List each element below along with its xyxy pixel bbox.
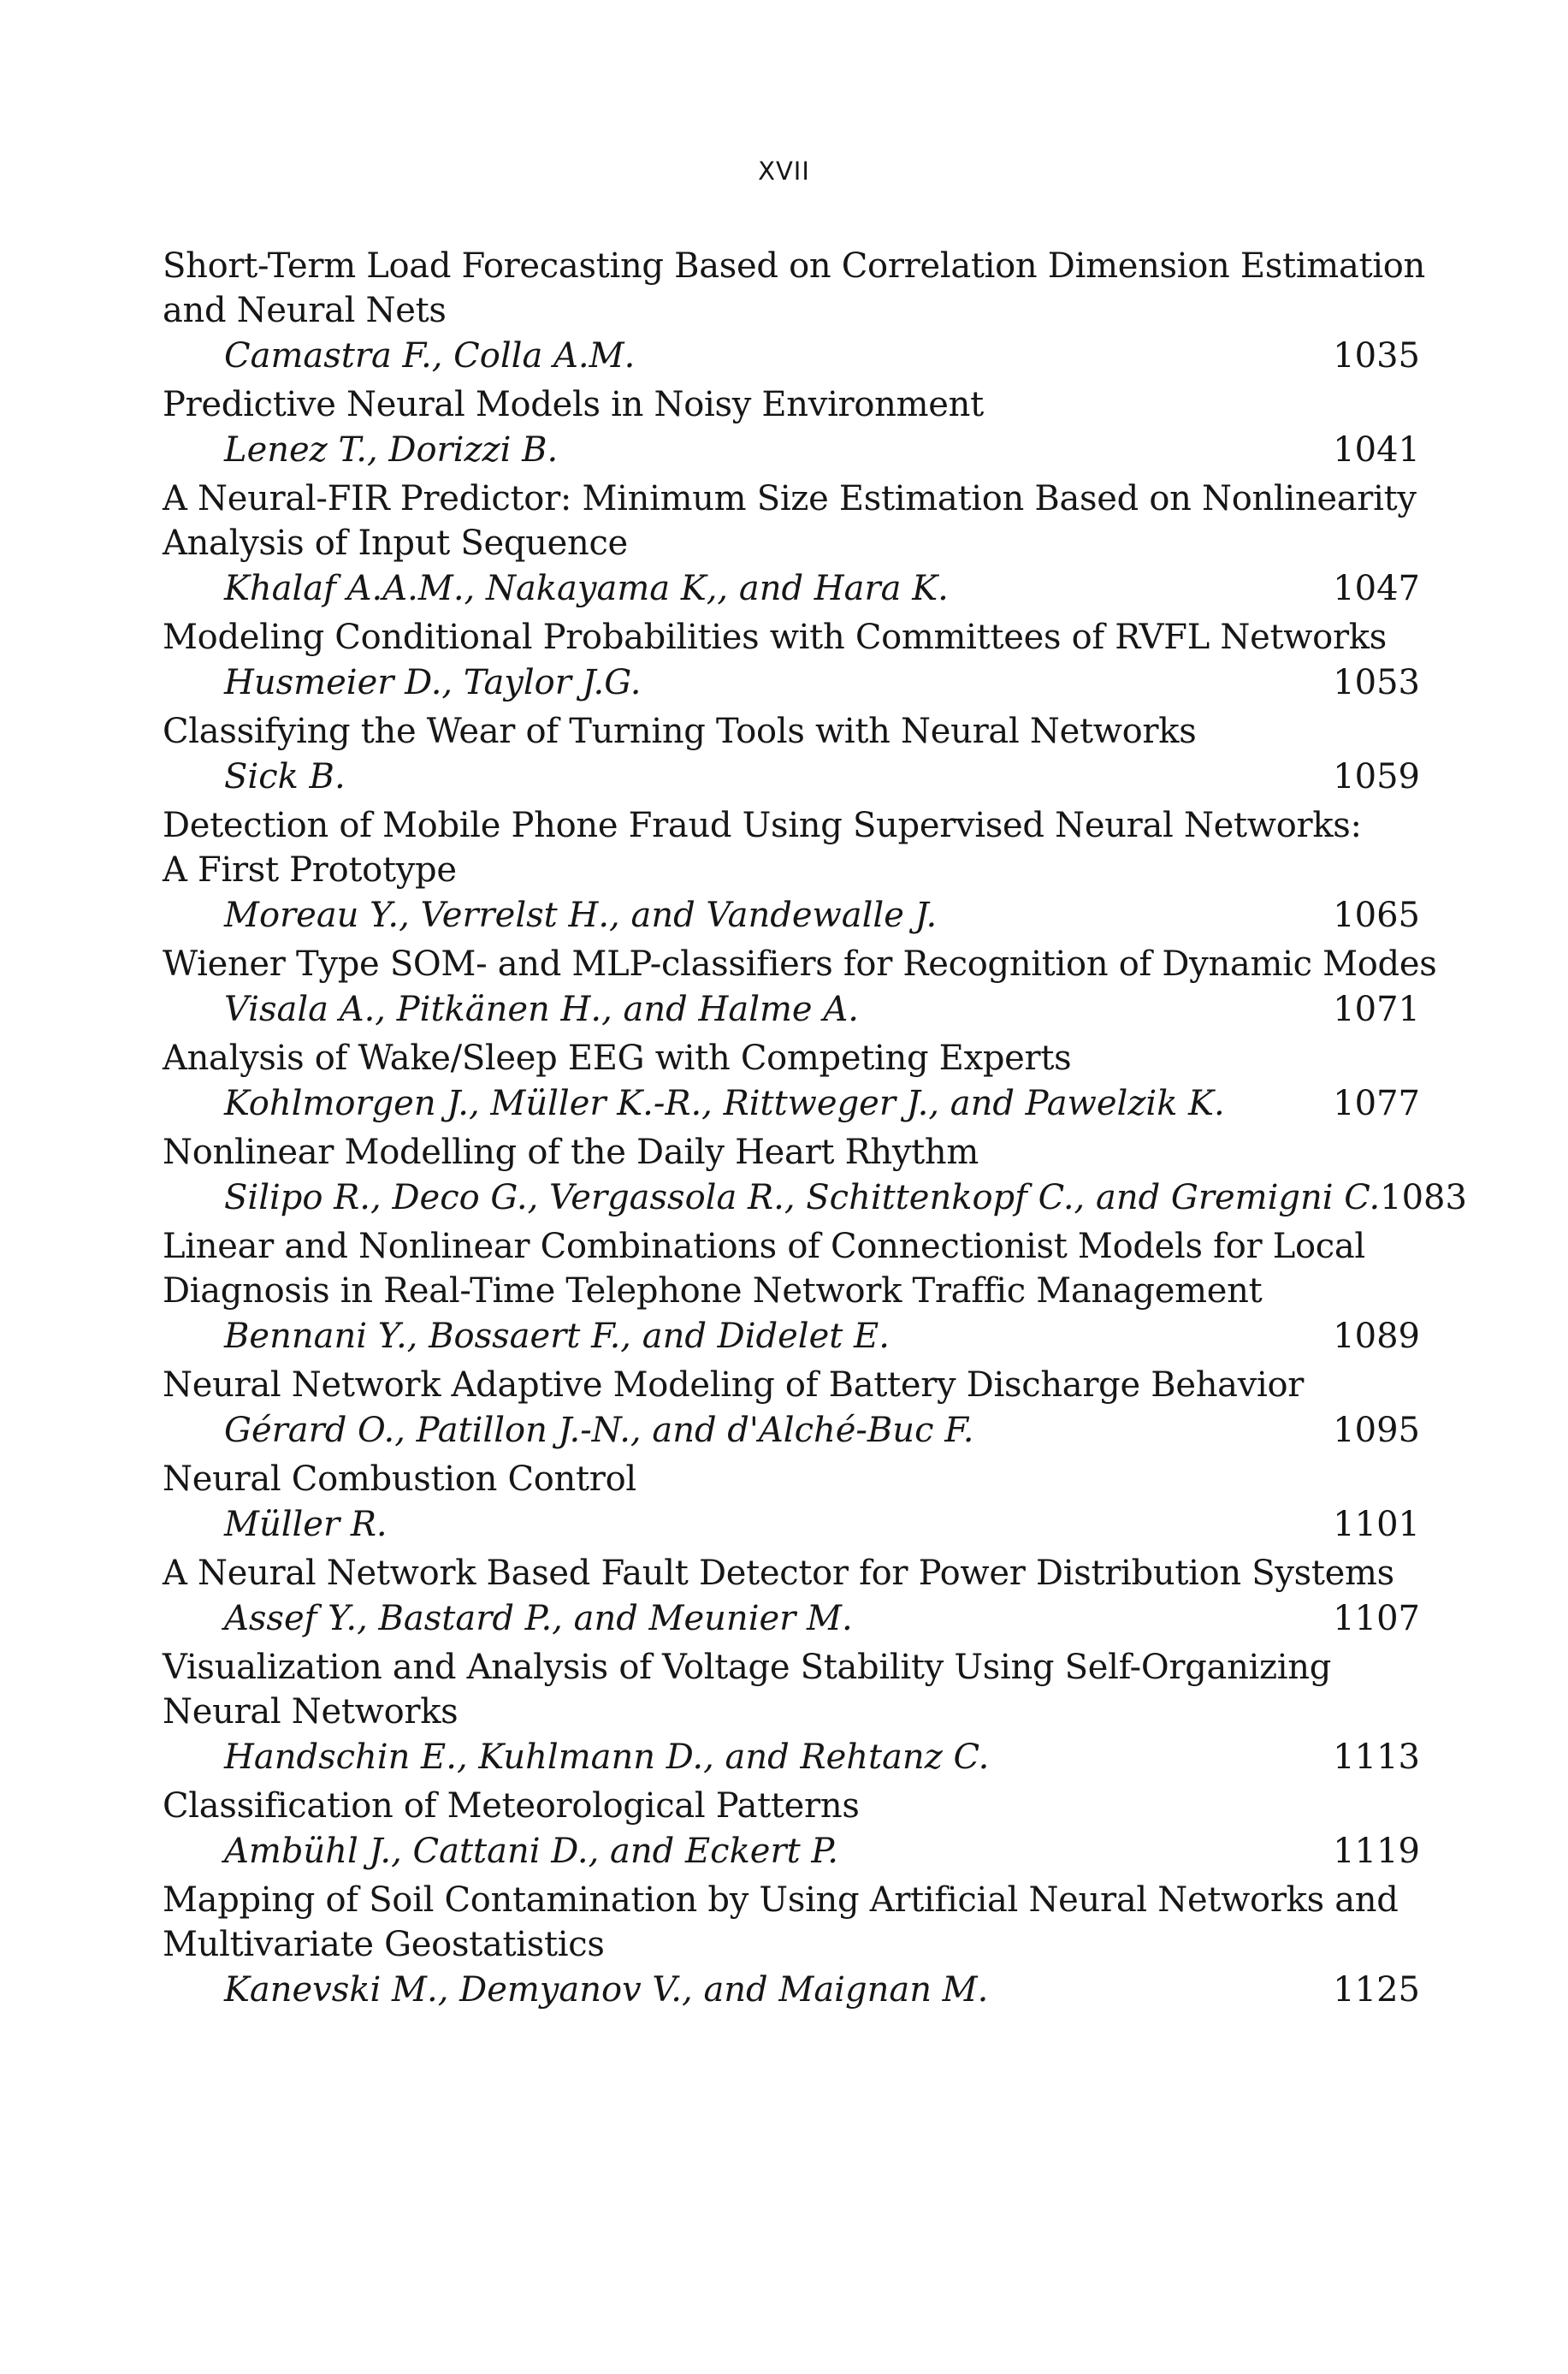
toc-entry — [163, 615, 1420, 706]
entry-authors: Husmeier D., Taylor J.G. — [224, 663, 642, 702]
entry-title-line: Mapping of Soil Contamination by Using Artificial Neural Networks and — [163, 1880, 1399, 1920]
entry-authors: Assef Y., Bastard P., and Meunier M. — [224, 1599, 853, 1638]
entry-title-line: Neural Networks — [163, 1692, 459, 1732]
entry-title-line: A First Prototype — [163, 850, 457, 890]
toc-entry — [163, 1784, 1420, 1874]
entry-title-line: Linear and Nonlinear Combinations of Connectionist Models for Local — [163, 1227, 1365, 1266]
entry-authors: Müller R. — [224, 1505, 388, 1544]
entry-page-number: 1041 — [1333, 430, 1420, 470]
entry-title-line: Multivariate Geostatistics — [163, 1925, 605, 1964]
toc-entry — [163, 1551, 1420, 1642]
entry-authors: Kohlmorgen J., Müller K.-R., Rittweger J., and Pawelzik K. — [224, 1084, 1225, 1123]
entry-title-line: A Neural Network Based Fault Detector for Power Distribution Systems — [163, 1554, 1394, 1593]
entry-title-line: and Neural Nets — [163, 291, 447, 330]
toc-entry — [163, 709, 1420, 800]
entry-authors-row — [163, 660, 1420, 706]
entry-title-line: Analysis of Wake/Sleep EEG with Competing Experts — [163, 1039, 1072, 1078]
entry-authors-row — [163, 1734, 1420, 1780]
toc-entry — [163, 1878, 1420, 2013]
entry-page-number: 1101 — [1333, 1505, 1420, 1544]
entry-page-number: 1077 — [1333, 1084, 1420, 1123]
entry-authors-row — [163, 1407, 1420, 1453]
entry-page-number: 1119 — [1333, 1832, 1420, 1871]
toc-entry — [163, 803, 1420, 938]
entry-authors: Handschin E., Kuhlmann D., and Rehtanz C. — [224, 1738, 990, 1777]
entry-page-number: 1053 — [1333, 663, 1420, 702]
toc-entry — [163, 1224, 1420, 1359]
entry-title-line: Visualization and Analysis of Voltage Stability Using Self-Organizing — [163, 1648, 1332, 1687]
entry-page-number: 1083 — [1380, 1178, 1467, 1217]
entry-title-line: Predictive Neural Models in Noisy Environment — [163, 385, 984, 424]
entry-authors-row — [163, 1175, 1467, 1221]
entry-title-line: Neural Combustion Control — [163, 1459, 636, 1499]
entry-title-line: Short-Term Load Forecasting Based on Correlation Dimension Estimation — [163, 246, 1425, 286]
entry-title-line: Classification of Meteorological Patterns — [163, 1786, 860, 1826]
entry-authors: Visala A., Pitkänen H., and Halme A. — [224, 990, 859, 1029]
entry-page-number: 1107 — [1333, 1599, 1420, 1638]
entry-page-number: 1047 — [1333, 569, 1420, 608]
entry-title-line: Modeling Conditional Probabilities with Committees of RVFL Networks — [163, 618, 1387, 657]
toc-entry — [163, 1036, 1420, 1127]
entry-authors-row — [163, 333, 1420, 379]
entry-title-line: A Neural-FIR Predictor: Minimum Size Estimation Based on Nonlinearity — [163, 479, 1417, 518]
entry-page-number: 1071 — [1333, 990, 1420, 1029]
entry-authors: Sick B. — [224, 757, 346, 796]
entry-page-number: 1089 — [1333, 1317, 1420, 1356]
entry-authors-row — [163, 1080, 1420, 1127]
toc-entry — [163, 942, 1437, 1033]
entry-authors: Silipo R., Deco G., Vergassola R., Schittenkopf C., and Gremigni C. — [224, 1178, 1381, 1217]
toc-entry — [163, 1457, 1420, 1548]
entry-authors-row — [163, 892, 1420, 938]
entry-title-line: Analysis of Input Sequence — [163, 524, 628, 563]
entry-page-number: 1059 — [1333, 757, 1420, 796]
entry-title-line: Neural Network Adaptive Modeling of Battery Discharge Behavior — [163, 1365, 1305, 1405]
entry-authors: Camastra F., Colla A.M. — [224, 336, 636, 376]
entry-authors: Moreau Y., Verrelst H., and Vandewalle J. — [224, 896, 938, 935]
toc-entry — [163, 1645, 1420, 1780]
entry-authors-row — [163, 1313, 1420, 1359]
page-number: XVII — [758, 157, 810, 186]
entry-title-line: Diagnosis in Real-Time Telephone Network Traffic Management — [163, 1271, 1263, 1311]
entry-page-number: 1125 — [1333, 1970, 1420, 2010]
toc-entry — [163, 382, 1420, 473]
toc-entry — [163, 477, 1420, 612]
entry-title-line: Detection of Mobile Phone Fraud Using Supervised Neural Networks: — [163, 806, 1362, 845]
entry-page-number: 1095 — [1333, 1411, 1420, 1450]
table-of-contents — [163, 244, 1467, 2016]
entry-page-number: 1065 — [1333, 896, 1420, 935]
entry-authors: Lenez T., Dorizzi B. — [224, 430, 559, 470]
entry-authors: Khalaf A.A.M., Nakayama K,, and Hara K. — [224, 569, 949, 608]
entry-page-number: 1113 — [1333, 1738, 1420, 1777]
entry-authors: Bennani Y., Bossaert F., and Didelet E. — [224, 1317, 890, 1356]
entry-authors-row — [163, 1828, 1420, 1874]
toc-entry — [163, 1363, 1420, 1453]
entry-authors-row — [163, 986, 1420, 1033]
entry-authors-row — [163, 1501, 1420, 1548]
entry-authors-row — [163, 1595, 1420, 1642]
entry-authors: Kanevski M., Demyanov V., and Maignan M. — [224, 1970, 989, 2010]
toc-entry — [163, 1130, 1467, 1221]
entry-page-number: 1035 — [1333, 336, 1420, 376]
entry-authors-row — [163, 1967, 1420, 2013]
entry-authors: Gérard O., Patillon J.-N., and d'Alché-Buc F. — [224, 1411, 974, 1450]
entry-authors-row — [163, 754, 1420, 800]
entry-authors-row — [163, 427, 1420, 473]
entry-title-line: Classifying the Wear of Turning Tools with Neural Networks — [163, 712, 1197, 751]
toc-entry — [163, 244, 1425, 379]
entry-authors-row — [163, 565, 1420, 612]
entry-authors: Ambühl J., Cattani D., and Eckert P. — [224, 1832, 838, 1871]
entry-title-line: Nonlinear Modelling of the Daily Heart Rhythm — [163, 1133, 979, 1172]
entry-title-line: Wiener Type SOM- and MLP-classifiers for Recognition of Dynamic Modes — [163, 944, 1437, 984]
